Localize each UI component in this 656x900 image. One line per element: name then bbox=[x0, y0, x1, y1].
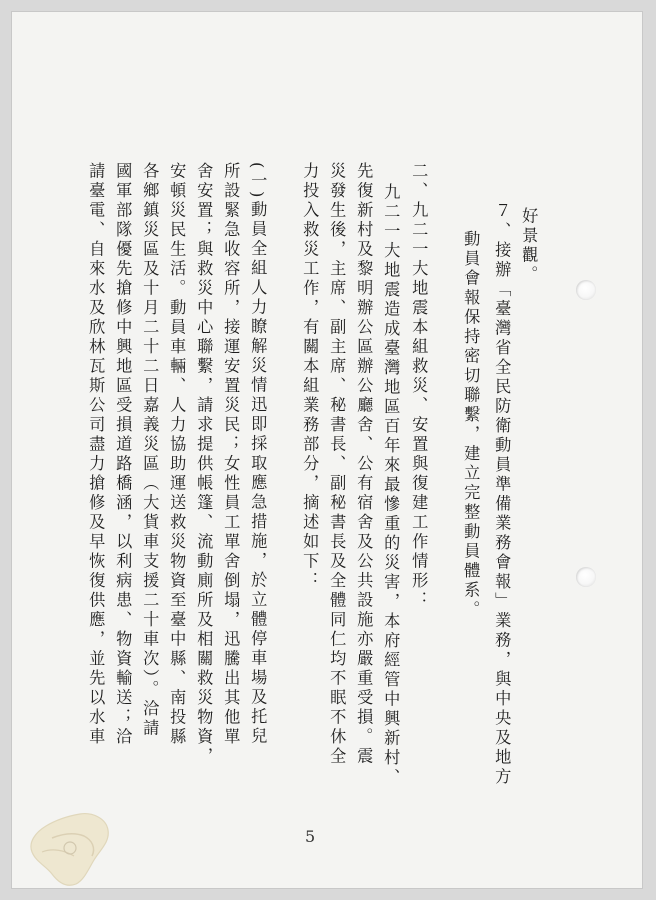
text-column-6: 先復新村及黎明辦公區辦公廳舍、公有宿舍及公共設施亦嚴重受損。震 bbox=[354, 162, 374, 767]
text-column-3: 動員會報保持密切聯繫，建立完整動員體系。 bbox=[461, 230, 481, 620]
taiwan-map-watermark-icon bbox=[22, 808, 117, 888]
text-column-2: ７、接辦「臺灣省全民防衛動員準備業務會報」業務，與中央及地方 bbox=[492, 202, 512, 787]
text-column-7: 災發生後，主席、副主席、秘書長、副秘書長及全體同仁均不眠不休全 bbox=[327, 162, 347, 767]
text-column-9: (一)動員全組人力瞭解災情迅即採取應急措施，於立體停車場及托兒 bbox=[248, 162, 268, 747]
text-column-11: 舍安置；與救災中心聯繫，請求提供帳篷、流動廁所及相關救災物資， bbox=[194, 162, 214, 767]
punch-hole-bottom bbox=[576, 567, 596, 587]
text-column-5: 九二一大地震造成臺灣地區百年來最慘重的災害，本府經管中興新村、 bbox=[381, 183, 401, 788]
text-column-12: 安頓災民生活。動員車輛、人力協助運送救災物資至臺中縣、南投縣 bbox=[167, 162, 187, 747]
text-column-13: 各鄉鎮災區及十月二十二日嘉義災區（大貨車支援二十車次）。洽請 bbox=[140, 162, 160, 739]
text-column-8: 力投入救災工作，有關本組業務部分，摘述如下： bbox=[300, 162, 320, 591]
text-column-1: 好景觀。 bbox=[519, 207, 539, 285]
punch-hole-top bbox=[576, 280, 596, 300]
text-column-15: 請臺電、自來水及欣林瓦斯公司盡力搶修及早恢復供應，並先以水車 bbox=[86, 162, 106, 747]
text-column-14: 國軍部隊優先搶修中興地區受損道路橋涵，以利病患、物資輸送；洽 bbox=[113, 162, 133, 747]
section-heading-2: 二、九二一大地震本組救災、安置與復建工作情形： bbox=[409, 162, 429, 611]
page-number: 5 bbox=[305, 827, 316, 846]
text-column-10: 所設緊急收容所，接運安置災民；女性員工單舍倒塌，迅騰出其他單 bbox=[221, 162, 241, 747]
document-page bbox=[12, 12, 642, 888]
